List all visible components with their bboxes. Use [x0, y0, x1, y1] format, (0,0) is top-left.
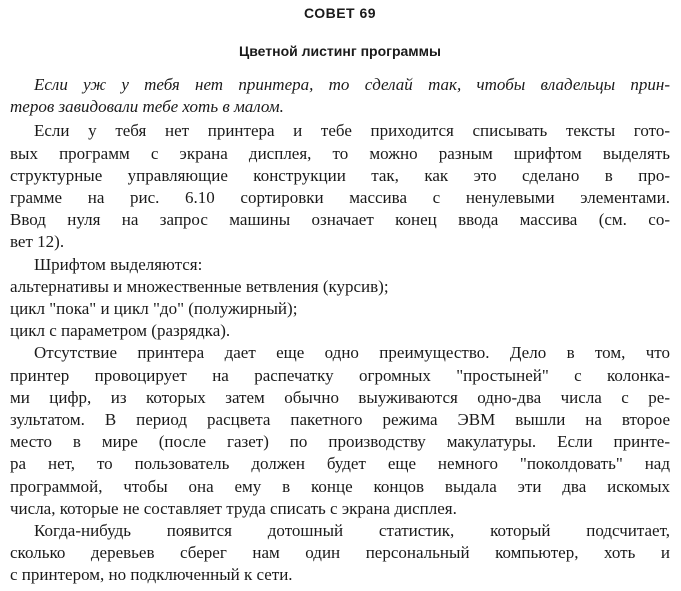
epigraph-line: Если уж у тебя нет принтера, то сделай так, чтобы владельцы прин-: [34, 75, 670, 94]
text-line: Отсутствие принтера дает еще одно преимущество. Дело в том, что: [34, 343, 670, 363]
text-line: Ввод нуля на запрос машины означает конец ввода массива (см. со-: [10, 210, 670, 230]
font-list-item: альтернативы и множественные ветвления (курсив);: [10, 276, 389, 296]
font-list-item: цикл "пока" и цикл "до" (полужирный);: [10, 299, 298, 319]
text-line: зультатом. В период расцвета пакетного режима ЭВМ вышли на второе: [10, 410, 670, 430]
text-line: ра нет, то пользователь должен будет еще немного "поколдовать" над: [10, 454, 670, 474]
text-line: Если у тебя нет принтера и тебе приходится списывать тексты гото-: [34, 121, 670, 141]
text-line: программой, чтобы она ему в конце концов выдала эти два искомых: [10, 476, 670, 496]
tip-title: Цветной листинг программы: [239, 43, 441, 59]
tip-number-heading: СОВЕТ 69: [303, 5, 377, 21]
text-line: Когда-нибудь появится дотошный статистик, который подсчитает,: [34, 521, 670, 541]
text-line: место в мире (после газет) по производству макулатуры. Если принте-: [10, 432, 670, 452]
text-line: сколько деревьев сберег нам один персональный компьютер, хоть и: [10, 543, 670, 563]
text-line: принтер провоцирует на распечатку огромных "простыней" с колонка-: [10, 365, 670, 385]
font-list-item: цикл с параметром (разрядка).: [10, 321, 231, 341]
text-line: структурные управляющие конструкции так, как это сделано в про-: [10, 165, 670, 185]
text-line: с принтером, но подключенный к сети.: [10, 565, 293, 585]
font-list-intro: Шрифтом выделяются:: [34, 254, 203, 274]
text-line: вых программ с экрана дисплея, то можно разным шрифтом выделять: [10, 143, 670, 163]
paragraph-1: [10, 120, 670, 253]
book-page: [10, 4, 670, 587]
text-line: числа, которые не составляет труда списать с экрана дисплея.: [10, 498, 457, 518]
paragraph-3: [10, 520, 670, 587]
epigraph-line: теров завидовали тебе хоть в малом.: [10, 97, 284, 117]
paragraph-2: [10, 342, 670, 520]
text-line: грамме на рис. 6.10 сортировки массива с ненулевыми элементами.: [10, 188, 670, 208]
epigraph: [10, 74, 670, 118]
text-line: ми цифр, из которых затем обычно выуживаются одно-два числа с ре-: [10, 387, 670, 407]
text-line: вет 12).: [10, 232, 65, 252]
font-list: [10, 254, 670, 343]
